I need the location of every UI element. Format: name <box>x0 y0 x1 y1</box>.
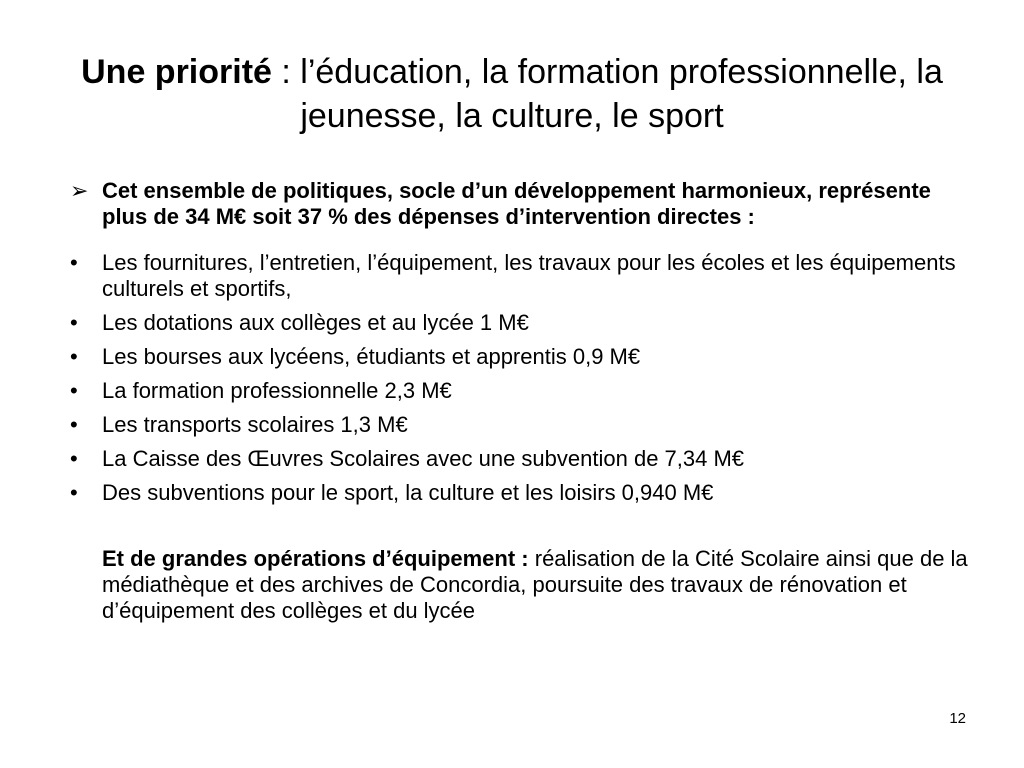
list-item <box>70 310 970 336</box>
list-item <box>70 412 970 438</box>
bullet-dot-icon: • <box>70 344 78 369</box>
title-rest: : l’éducation, la formation professionnelle, la jeunesse, la culture, le sport <box>271 53 943 135</box>
list-item <box>70 446 970 472</box>
closing-rest: réalisation de la Cité Scolaire ainsi que de la médiathèque et des archives de Concordia, poursuite des travaux de rénovation et d’équipement des collèges et du lycée <box>102 546 968 623</box>
list-item <box>70 250 970 302</box>
bullet-dot-icon: • <box>70 446 78 471</box>
closing-paragraph <box>70 546 970 624</box>
list-item-text: Les transports scolaires 1,3 M€ <box>102 412 408 437</box>
title-bold-part: Une priorité <box>81 53 272 91</box>
list-item <box>70 378 970 404</box>
bullet-list <box>70 250 970 506</box>
list-item <box>70 344 970 370</box>
lead-text: Cet ensemble de politiques, socle d’un développement harmonieux, représente plus de 34 M€ soit 37 % des dépenses d’intervention directes : <box>102 178 931 229</box>
list-item-text: Les bourses aux lycéens, étudiants et apprentis 0,9 M€ <box>102 344 641 369</box>
bullet-dot-icon: • <box>70 412 78 437</box>
slide-content <box>70 178 970 624</box>
bullet-dot-icon: • <box>70 250 78 275</box>
list-item-text: Les dotations aux collèges et au lycée 1 M€ <box>102 310 529 335</box>
bullet-dot-icon: • <box>70 310 78 335</box>
list-item-text: La formation professionnelle 2,3 M€ <box>102 378 452 403</box>
list-item-text: Les fournitures, l’entretien, l’équipement, les travaux pour les écoles et les équipements culturels et sportifs, <box>102 250 956 301</box>
bullet-dot-icon: • <box>70 378 78 403</box>
lead-paragraph <box>70 178 970 230</box>
bullet-dot-icon: • <box>70 480 78 505</box>
arrow-bullet-icon: ➢ <box>70 178 89 203</box>
page-number: 12 <box>949 710 966 727</box>
list-item-text: Des subventions pour le sport, la culture et les loisirs 0,940 M€ <box>102 480 714 505</box>
list-item <box>70 480 970 506</box>
slide-title <box>40 50 984 138</box>
list-item-text: La Caisse des Œuvres Scolaires avec une subvention de 7,34 M€ <box>102 446 745 471</box>
closing-bold-part: Et de grandes opérations d’équipement : <box>102 546 529 571</box>
